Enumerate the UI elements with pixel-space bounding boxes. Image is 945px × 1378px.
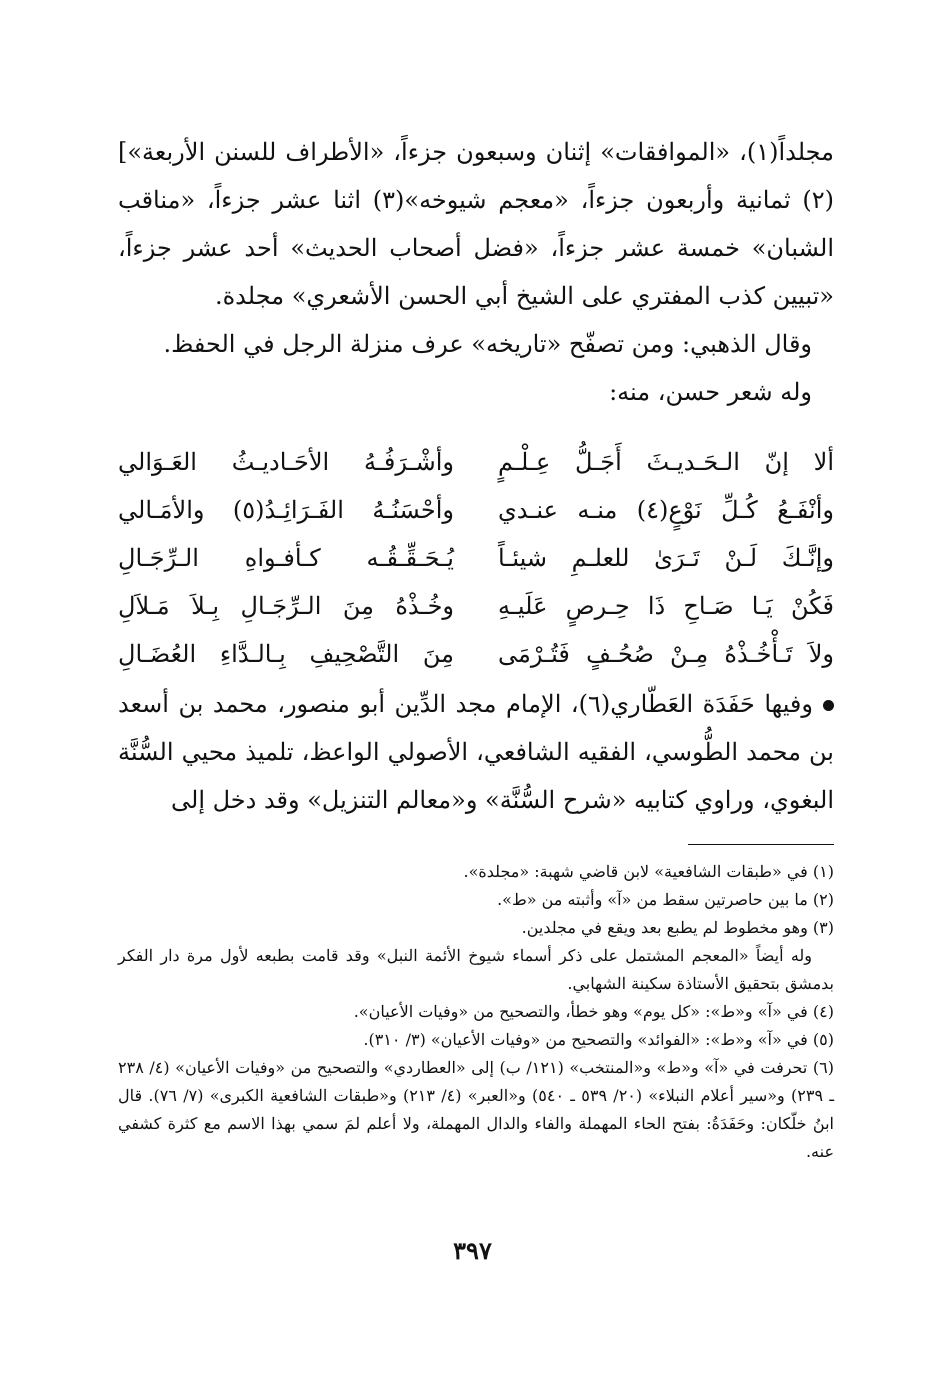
poem-verse (118, 486, 834, 534)
footnote: (٤) في «آ» و«ط»: «كل يوم» وهو خطأ، والتصحيح من «وفيات الأعيان». (353, 1002, 834, 1021)
footnote: (٢) ما بين حاصرتين سقط من «آ» وأثبته من «ط». (497, 890, 834, 909)
poem-verse (118, 534, 834, 582)
verse-first-hemistich: ولاَ تَـأْخُـذْهُ مِـنْ صُحُـفٍ فَتُـرْمَى (498, 640, 834, 668)
verse-second-hemistich: وأشْـرَفُـهُ الأحَـاديـثُ العَـوَالي (118, 448, 454, 476)
verse-second-hemistich: مِنَ التَّصْحِيفِ بِـالـدَّاءِ العُضَـالِ (118, 640, 454, 668)
footnote: (٦) تحرفت في «آ» و«ط» و«المنتخب» (١٢١/ ب) إلى «العطاردي» والتصحيح من «وفيات الأعيان» (٤/ ٢٣٨ ـ ٢٣٩) و«سير أعلام النبلاء» (٢٠/ ٥٣٩ ـ ٥٤٠) و«العبر» (٤/ ٢١٣) و«طبقات الشافعية الكبرى» (٧/ ٧٦). قال ابنُ خلّكان: وحَفَدَةُ: بفتح الحاء المهملة والفاء والدال المهملة، ولا أعلم لمَ سمي بهذا الاسم مع كثرة كشفي عنه. (118, 1058, 835, 1161)
verse-second-hemistich: وخُـذْهُ مِنَ الـرِّجَـالِ بِـلاَ مَـلاَلِ (118, 592, 454, 620)
biography-entry (118, 680, 834, 824)
footnote: (٥) في «آ» و«ط»: «الفوائد» والتصحيح من «وفيات الأعيان» (٣/ ٣١٠). (363, 1030, 834, 1049)
verse-first-hemistich: ألا إنّ الـحَـديـثَ أَجَـلُّ عِـلْـمٍ (498, 448, 834, 476)
paragraph-poetry-intro: وله شعر حسن، منه: (609, 378, 812, 406)
paragraph-dhahabi-quote: وقال الذهبي: ومن تصفّح «تاريخه» عرف منزلة الرجل في الحفظ. (163, 330, 812, 358)
paragraph-works-list: مجلداً(١)، «الموافقات» إثنان وسبعون جزءاً، «الأطراف للسنن الأربعة»](٢) ثمانية وأربعون جزءاً، «معجم شيوخه»(٣) اثنا عشر جزءاً، «مناقب الشبان» خمسة عشر جزءاً، «فضل أصحاب الحديث» أحد عشر جزءاً، «تبيين كذب المفتري على الشيخ أبي الحسن الأشعري» مجلدة. (118, 138, 834, 310)
main-text (118, 128, 834, 416)
poem-verse (118, 630, 834, 678)
verse-second-hemistich: وأحْسَنُـهُ الفَـرَائِـدُ(٥) والأمَـالي (118, 496, 454, 524)
poem-verse (118, 582, 834, 630)
footnotes (118, 858, 834, 1166)
biography-entry-text: وفيها حَفَدَة العَطّاري(٦)، الإمام مجد الدِّين أبو منصور، محمد بن أسعد بن محمد الطُّوسي، الفقيه الشافعي، الأصولي الواعظ، تلميذ محيي السُّنَّة البغوي، وراوي كتابيه «شرح السُّنَّة» و«معالم التنزيل» وقد دخل إلى (118, 690, 834, 814)
verse-first-hemistich: وأنْفَـعُ كُـلِّ نَوْعٍ(٤) منـه عنـدي (498, 496, 834, 524)
footnote: (١) في «طبقات الشافعية» لابن قاضي شهبة: «مجلدة». (463, 862, 834, 881)
footnote: (٣) وهو مخطوط لم يطبع بعد ويقع في مجلدين. (521, 918, 834, 937)
verse-first-hemistich: فَكُنْ يَـا صَـاحِ ذَا حِـرصٍ عَلَيـهِ (498, 592, 834, 620)
poem-verse (118, 438, 834, 486)
poem (118, 438, 834, 678)
footnote-continuation: وله أيضاً «المعجم المشتمل على ذكر أسماء شيوخ الأئمة النبل» وقد قامت بطبعه لأول مرة دار الفكر بدمشق بتحقيق الأستاذة سكينة الشهابي. (118, 946, 834, 993)
verse-second-hemistich: يُـحَـقِّـقُـه كـأفـواهِ الـرِّجَـالِ (118, 544, 454, 572)
verse-first-hemistich: وإنَّـكَ لَـنْ تَـرَىٰ للعلـمِ شيئـاً (498, 544, 834, 572)
bullet-icon (823, 700, 834, 711)
footnote-separator (688, 844, 834, 845)
page-number: ٣٩٧ (453, 1236, 492, 1265)
